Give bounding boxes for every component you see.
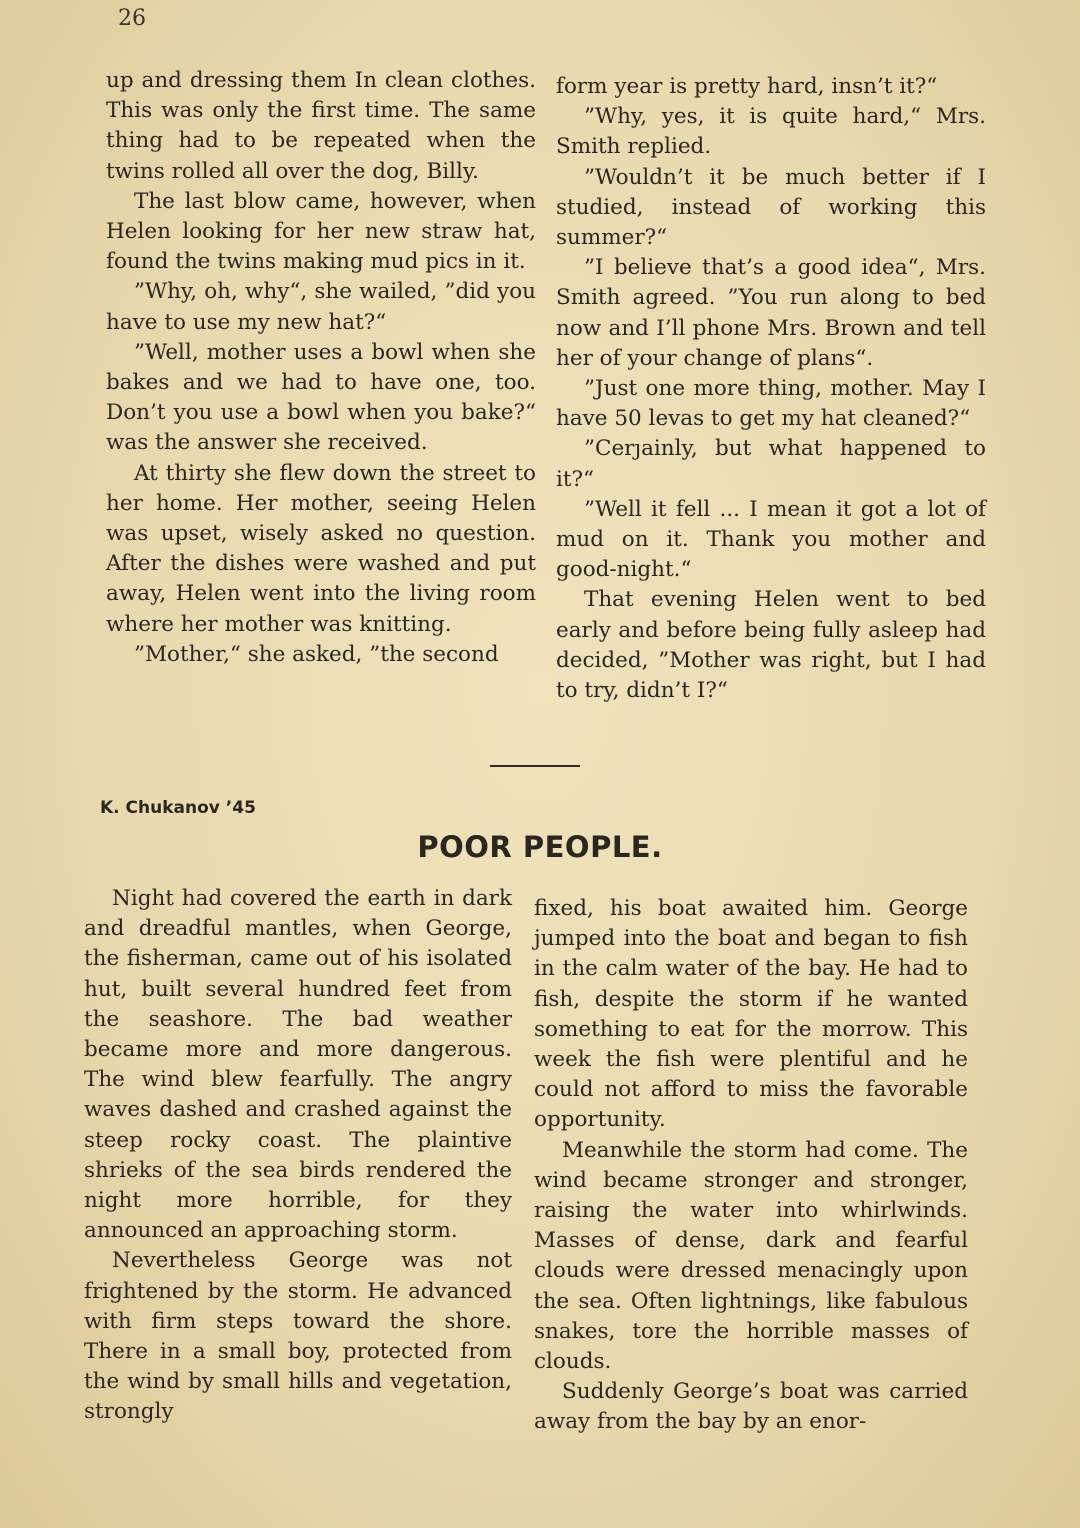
paragraph: ”Why, oh, why“, she wailed, ”did you have to use my new hat?“ [106, 279, 536, 335]
paragraph: form year is pretty hard, insn’t it?“ [556, 74, 938, 99]
paragraph: ”Cerȷainly, but what happened to it?“ [556, 436, 986, 492]
paragraph: up and dressing them In clean clothes. This was only the first time. The same thing had to be repeated when the twins rolled all over the dog, Billy. [106, 68, 536, 184]
paragraph: ”Why, yes, it is quite hard,“ Mrs. Smith replied. [556, 104, 986, 160]
section-divider [490, 765, 580, 767]
paragraph: ”Just one more thing, mother. May I have 50 levas to get my hat cleaned?“ [556, 376, 986, 432]
paragraph: Nevertheless George was not frightened by the storm. He advanced with firm steps toward the shore. There in a small boy, protected from the wind by small hills and vegetation, strongly [84, 1248, 512, 1425]
paragraph: ”Mother,“ she asked, ”the second [134, 641, 499, 667]
page-number: 26 [118, 6, 146, 31]
paragraph: ”Well, mother uses a bowl when she bakes and we had to have one, too. Don’t you use a bowl when you bake?“ was the answer she received. [106, 339, 536, 456]
article-title: POOR PEOPLE. [417, 830, 663, 864]
paragraph: ”Well it fell ... I mean it got a lot of mud on it. Thank you mother and good-night.“ [556, 496, 986, 583]
paragraph: Meanwhile the storm had come. The wind became stronger and stronger, raising the water into whirlwinds. Masses of dense, dark and fearful clouds were dressed menacingly upon the sea. Often lightnings, like fabulous snakes, tore the horrible masses of clouds. [534, 1137, 968, 1375]
author-byline: K. Chukanov ’45 [100, 798, 256, 818]
story1-column-left [106, 66, 536, 670]
paragraph: At thirty she flew down the street to her home. Her mother, seeing Helen was upset, wisely asked no question. After the dishes were washed and put away, Helen went into the living room where her mother was knitting. [106, 460, 536, 637]
story2-column-right [534, 894, 968, 1438]
paragraph: ”I believe that’s a good idea“, Mrs. Smith agreed. ”You run along to bed now and I’ll phone Mrs. Brown and tell her of your change of plans“. [556, 255, 986, 371]
story2-column-left [84, 884, 512, 1428]
paragraph: fixed, his boat awaited him. George jumped into the boat and began to fish in the calm water of the bay. He had to fish, despite the storm if he wanted something to eat for the morrow. This week the fish were plentiful and he could not afford to miss the favorable opportunity. [534, 896, 968, 1133]
paragraph: That evening Helen went to bed early and before being fully asleep had decided, ”Mother was right, but I had to try, didn’t I?“ [556, 587, 986, 704]
story1-column-right [556, 72, 986, 706]
paragraph: Night had covered the earth in dark and dreadful mantles, when George, the fisherman, came out of his isolated hut, built several hundred feet from the seashore. The bad weather became more and more dangerous. The wind blew fearfully. The angry waves dashed and crashed against the steep rocky coast. The plaintive shrieks of the sea birds rendered the night more horrible, for they announced an approaching storm. [84, 886, 512, 1244]
paragraph: The last blow came, however, when Helen looking for her new straw hat, found the twins making mud pics in it. [106, 188, 536, 275]
paragraph: ”Wouldn’t it be much better if I studied, instead of working this summer?“ [556, 164, 986, 251]
paragraph: Suddenly George’s boat was carried away from the bay by an enor- [534, 1379, 968, 1435]
